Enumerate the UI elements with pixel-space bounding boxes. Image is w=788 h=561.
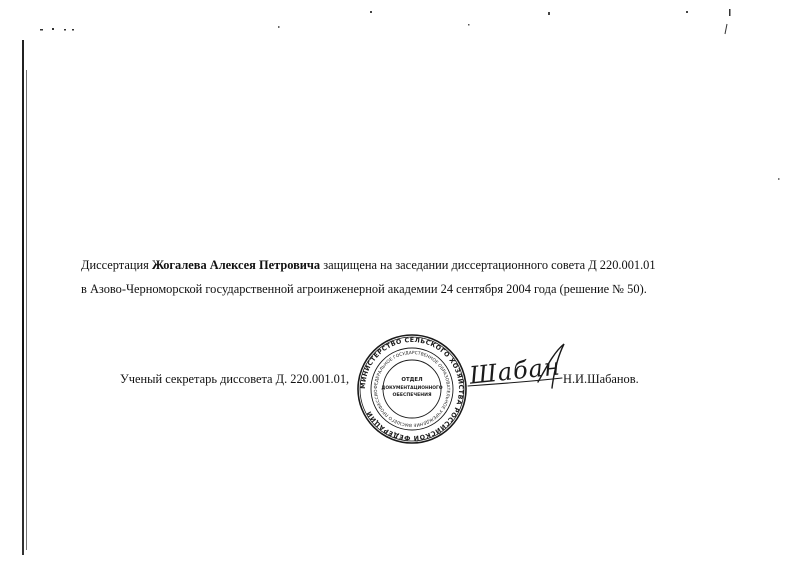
seal-center-line-2: ДОКУМЕНТАЦИОННОГО	[381, 386, 443, 391]
handwritten-signature	[466, 338, 576, 398]
speck	[40, 29, 43, 31]
speck	[548, 12, 550, 15]
speck	[64, 29, 66, 31]
speck	[686, 11, 688, 13]
speck	[72, 29, 74, 31]
secretary-label: Ученый секретарь диссовета Д. 220.001.01,	[120, 372, 350, 386]
seal-outer-text: МИНИСТЕРСТВО СЕЛЬСКОГО ХОЗЯЙСТВА РОССИЙСКОЙ ФЕДЕРАЦИИ	[359, 336, 465, 442]
seal-center-line-3: ОБЕСПЕЧЕНИЯ	[392, 393, 432, 398]
speck	[778, 178, 780, 180]
line1-prefix: Диссертация	[81, 258, 152, 272]
speck	[278, 26, 280, 28]
speck	[729, 9, 731, 16]
seal-center-line-1: ОТДЕЛ	[401, 377, 423, 383]
secretary-name: Н.И.Шабанов.	[563, 372, 639, 386]
line1-suffix: защищена на заседании диссертационного совета Д 220.001.01	[320, 258, 656, 272]
official-seal-stamp	[356, 333, 468, 445]
seal-inner-text: ФЕДЕРАЛЬНОЕ ГОСУДАРСТВЕННОЕ ОБРАЗОВАТЕЛЬНОЕ УЧРЕЖДЕНИЕ ВЫСШЕГО ПРОФЕССИО	[373, 350, 451, 428]
speck	[725, 24, 727, 34]
speck	[52, 28, 54, 30]
candidate-name: Жогалева Алексея Петровича	[151, 258, 321, 272]
speck	[468, 24, 470, 26]
signature-script: Шабан	[468, 352, 563, 390]
dissertation-line-1	[81, 258, 656, 273]
speck	[370, 11, 372, 13]
dissertation-line-2: в Азово-Черноморской государственной агроинженерной академии 24 сентября 2004 года (решение № 50).	[81, 282, 647, 296]
